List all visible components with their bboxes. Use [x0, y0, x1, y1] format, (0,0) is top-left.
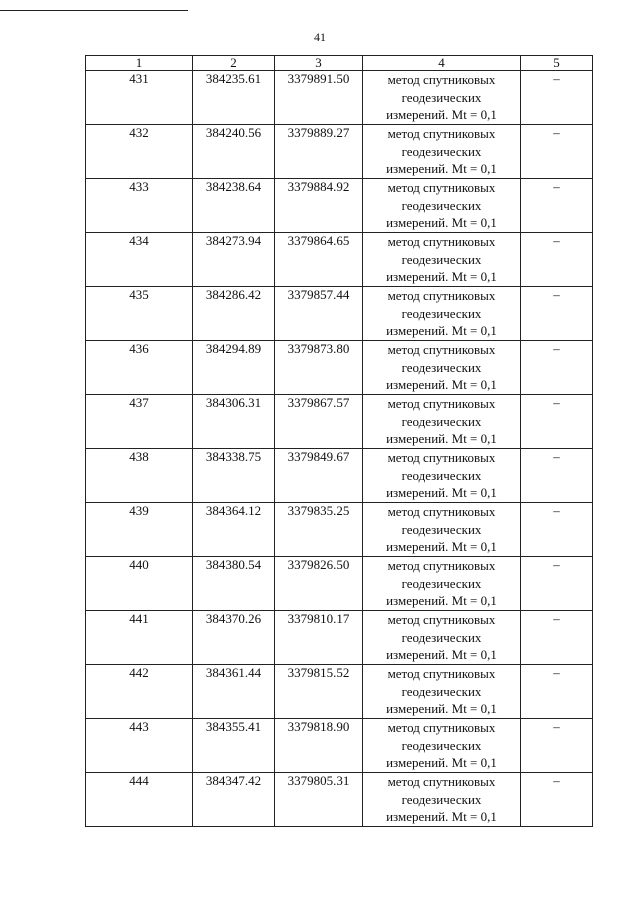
point-number: 436: [86, 341, 193, 395]
method-line-3: измерений. Mt = 0,1: [386, 323, 497, 338]
coord-x: 384238.64: [193, 179, 275, 233]
method-line-2: геодезических: [401, 521, 482, 537]
method-line-1: метод спутниковых: [387, 396, 496, 411]
coord-x: 384273.94: [193, 233, 275, 287]
coord-x: 384370.26: [193, 611, 275, 665]
table-row: [86, 611, 593, 665]
table-row: [86, 719, 593, 773]
coord-x: 384364.12: [193, 503, 275, 557]
coord-y: 3379873.80: [275, 341, 363, 395]
point-number: 435: [86, 287, 193, 341]
header-col-2: 2: [193, 56, 275, 71]
method-line-1: метод спутниковых: [387, 126, 496, 141]
coord-y: 3379849.67: [275, 449, 363, 503]
method-line-1: метод спутниковых: [387, 558, 496, 573]
coord-y: 3379835.25: [275, 503, 363, 557]
method-line-1: метод спутниковых: [387, 288, 496, 303]
table-row: [86, 287, 593, 341]
coord-y: 3379818.90: [275, 719, 363, 773]
method-line-3: измерений. Mt = 0,1: [386, 647, 497, 662]
method-line-1: метод спутниковых: [387, 774, 496, 789]
method-line-3: измерений. Mt = 0,1: [386, 539, 497, 554]
point-number: 431: [86, 71, 193, 125]
top-left-rule: [0, 10, 188, 11]
method-line-2: геодезических: [401, 683, 482, 699]
coord-y: 3379857.44: [275, 287, 363, 341]
method-line-1: метод спутниковых: [387, 720, 496, 735]
method-line-3: измерений. Mt = 0,1: [386, 755, 497, 770]
table-row: [86, 179, 593, 233]
method-cell: [363, 341, 521, 395]
method-line-3: измерений. Mt = 0,1: [386, 485, 497, 500]
method-line-2: геодезических: [401, 89, 482, 105]
coord-x: 384240.56: [193, 125, 275, 179]
coord-x: 384361.44: [193, 665, 275, 719]
table-row: [86, 773, 593, 827]
coord-x: 384380.54: [193, 557, 275, 611]
coord-y: 3379864.65: [275, 233, 363, 287]
method-line-2: геодезических: [401, 629, 482, 645]
method-line-1: метод спутниковых: [387, 72, 496, 87]
method-line-3: измерений. Mt = 0,1: [386, 377, 497, 392]
coord-y: 3379884.92: [275, 179, 363, 233]
point-number: 433: [86, 179, 193, 233]
method-line-2: геодезических: [401, 251, 482, 267]
method-cell: [363, 125, 521, 179]
table-row: [86, 71, 593, 125]
method-line-3: измерений. Mt = 0,1: [386, 593, 497, 608]
col5-value: –: [521, 773, 593, 827]
point-number: 443: [86, 719, 193, 773]
method-cell: [363, 449, 521, 503]
coord-y: 3379826.50: [275, 557, 363, 611]
coord-y: 3379815.52: [275, 665, 363, 719]
coordinates-table: [85, 55, 593, 827]
method-line-1: метод спутниковых: [387, 612, 496, 627]
point-number: 439: [86, 503, 193, 557]
table-row: [86, 341, 593, 395]
method-cell: [363, 395, 521, 449]
coord-y: 3379805.31: [275, 773, 363, 827]
col5-value: –: [521, 557, 593, 611]
table-row: [86, 557, 593, 611]
col5-value: –: [521, 719, 593, 773]
col5-value: –: [521, 179, 593, 233]
method-line-2: геодезических: [401, 737, 482, 753]
table-row: [86, 503, 593, 557]
point-number: 437: [86, 395, 193, 449]
coord-y: 3379889.27: [275, 125, 363, 179]
method-line-2: геодезических: [401, 413, 482, 429]
method-line-1: метод спутниковых: [387, 666, 496, 681]
col5-value: –: [521, 503, 593, 557]
col5-value: –: [521, 71, 593, 125]
method-line-3: измерений. Mt = 0,1: [386, 215, 497, 230]
method-line-3: измерений. Mt = 0,1: [386, 701, 497, 716]
method-line-3: измерений. Mt = 0,1: [386, 161, 497, 176]
method-line-3: измерений. Mt = 0,1: [386, 269, 497, 284]
table-row: [86, 665, 593, 719]
method-cell: [363, 719, 521, 773]
coord-y: 3379810.17: [275, 611, 363, 665]
method-cell: [363, 557, 521, 611]
page-number: 41: [314, 30, 326, 44]
point-number: 438: [86, 449, 193, 503]
method-line-1: метод спутниковых: [387, 234, 496, 249]
header-col-1: 1: [86, 56, 193, 71]
method-line-1: метод спутниковых: [387, 342, 496, 357]
col5-value: –: [521, 341, 593, 395]
coord-x: 384306.31: [193, 395, 275, 449]
header-row: [86, 56, 593, 71]
col5-value: –: [521, 287, 593, 341]
method-cell: [363, 233, 521, 287]
method-line-2: геодезических: [401, 305, 482, 321]
method-cell: [363, 665, 521, 719]
method-cell: [363, 611, 521, 665]
coord-x: 384286.42: [193, 287, 275, 341]
point-number: 442: [86, 665, 193, 719]
point-number: 440: [86, 557, 193, 611]
method-line-3: измерений. Mt = 0,1: [386, 431, 497, 446]
header-col-4: 4: [363, 56, 521, 71]
table-row: [86, 449, 593, 503]
method-line-2: геодезических: [401, 143, 482, 159]
col5-value: –: [521, 233, 593, 287]
table-row: [86, 395, 593, 449]
col5-value: –: [521, 611, 593, 665]
method-line-3: измерений. Mt = 0,1: [386, 809, 497, 824]
method-line-2: геодезических: [401, 467, 482, 483]
method-cell: [363, 503, 521, 557]
method-line-3: измерений. Mt = 0,1: [386, 107, 497, 122]
table-row: [86, 233, 593, 287]
point-number: 432: [86, 125, 193, 179]
header-col-3: 3: [275, 56, 363, 71]
coord-x: 384235.61: [193, 71, 275, 125]
point-number: 434: [86, 233, 193, 287]
header-col-5: 5: [521, 56, 593, 71]
table-body: [86, 71, 593, 827]
point-number: 441: [86, 611, 193, 665]
method-cell: [363, 287, 521, 341]
method-cell: [363, 773, 521, 827]
method-line-2: геодезических: [401, 791, 482, 807]
method-line-1: метод спутниковых: [387, 450, 496, 465]
method-cell: [363, 179, 521, 233]
method-line-2: геодезических: [401, 575, 482, 591]
col5-value: –: [521, 665, 593, 719]
col5-value: –: [521, 449, 593, 503]
coord-y: 3379891.50: [275, 71, 363, 125]
method-line-1: метод спутниковых: [387, 504, 496, 519]
coord-x: 384338.75: [193, 449, 275, 503]
method-cell: [363, 71, 521, 125]
coord-x: 384347.42: [193, 773, 275, 827]
col5-value: –: [521, 125, 593, 179]
col5-value: –: [521, 395, 593, 449]
coord-x: 384294.89: [193, 341, 275, 395]
point-number: 444: [86, 773, 193, 827]
method-line-2: геодезических: [401, 197, 482, 213]
coord-y: 3379867.57: [275, 395, 363, 449]
coord-x: 384355.41: [193, 719, 275, 773]
method-line-1: метод спутниковых: [387, 180, 496, 195]
method-line-2: геодезических: [401, 359, 482, 375]
table-row: [86, 125, 593, 179]
